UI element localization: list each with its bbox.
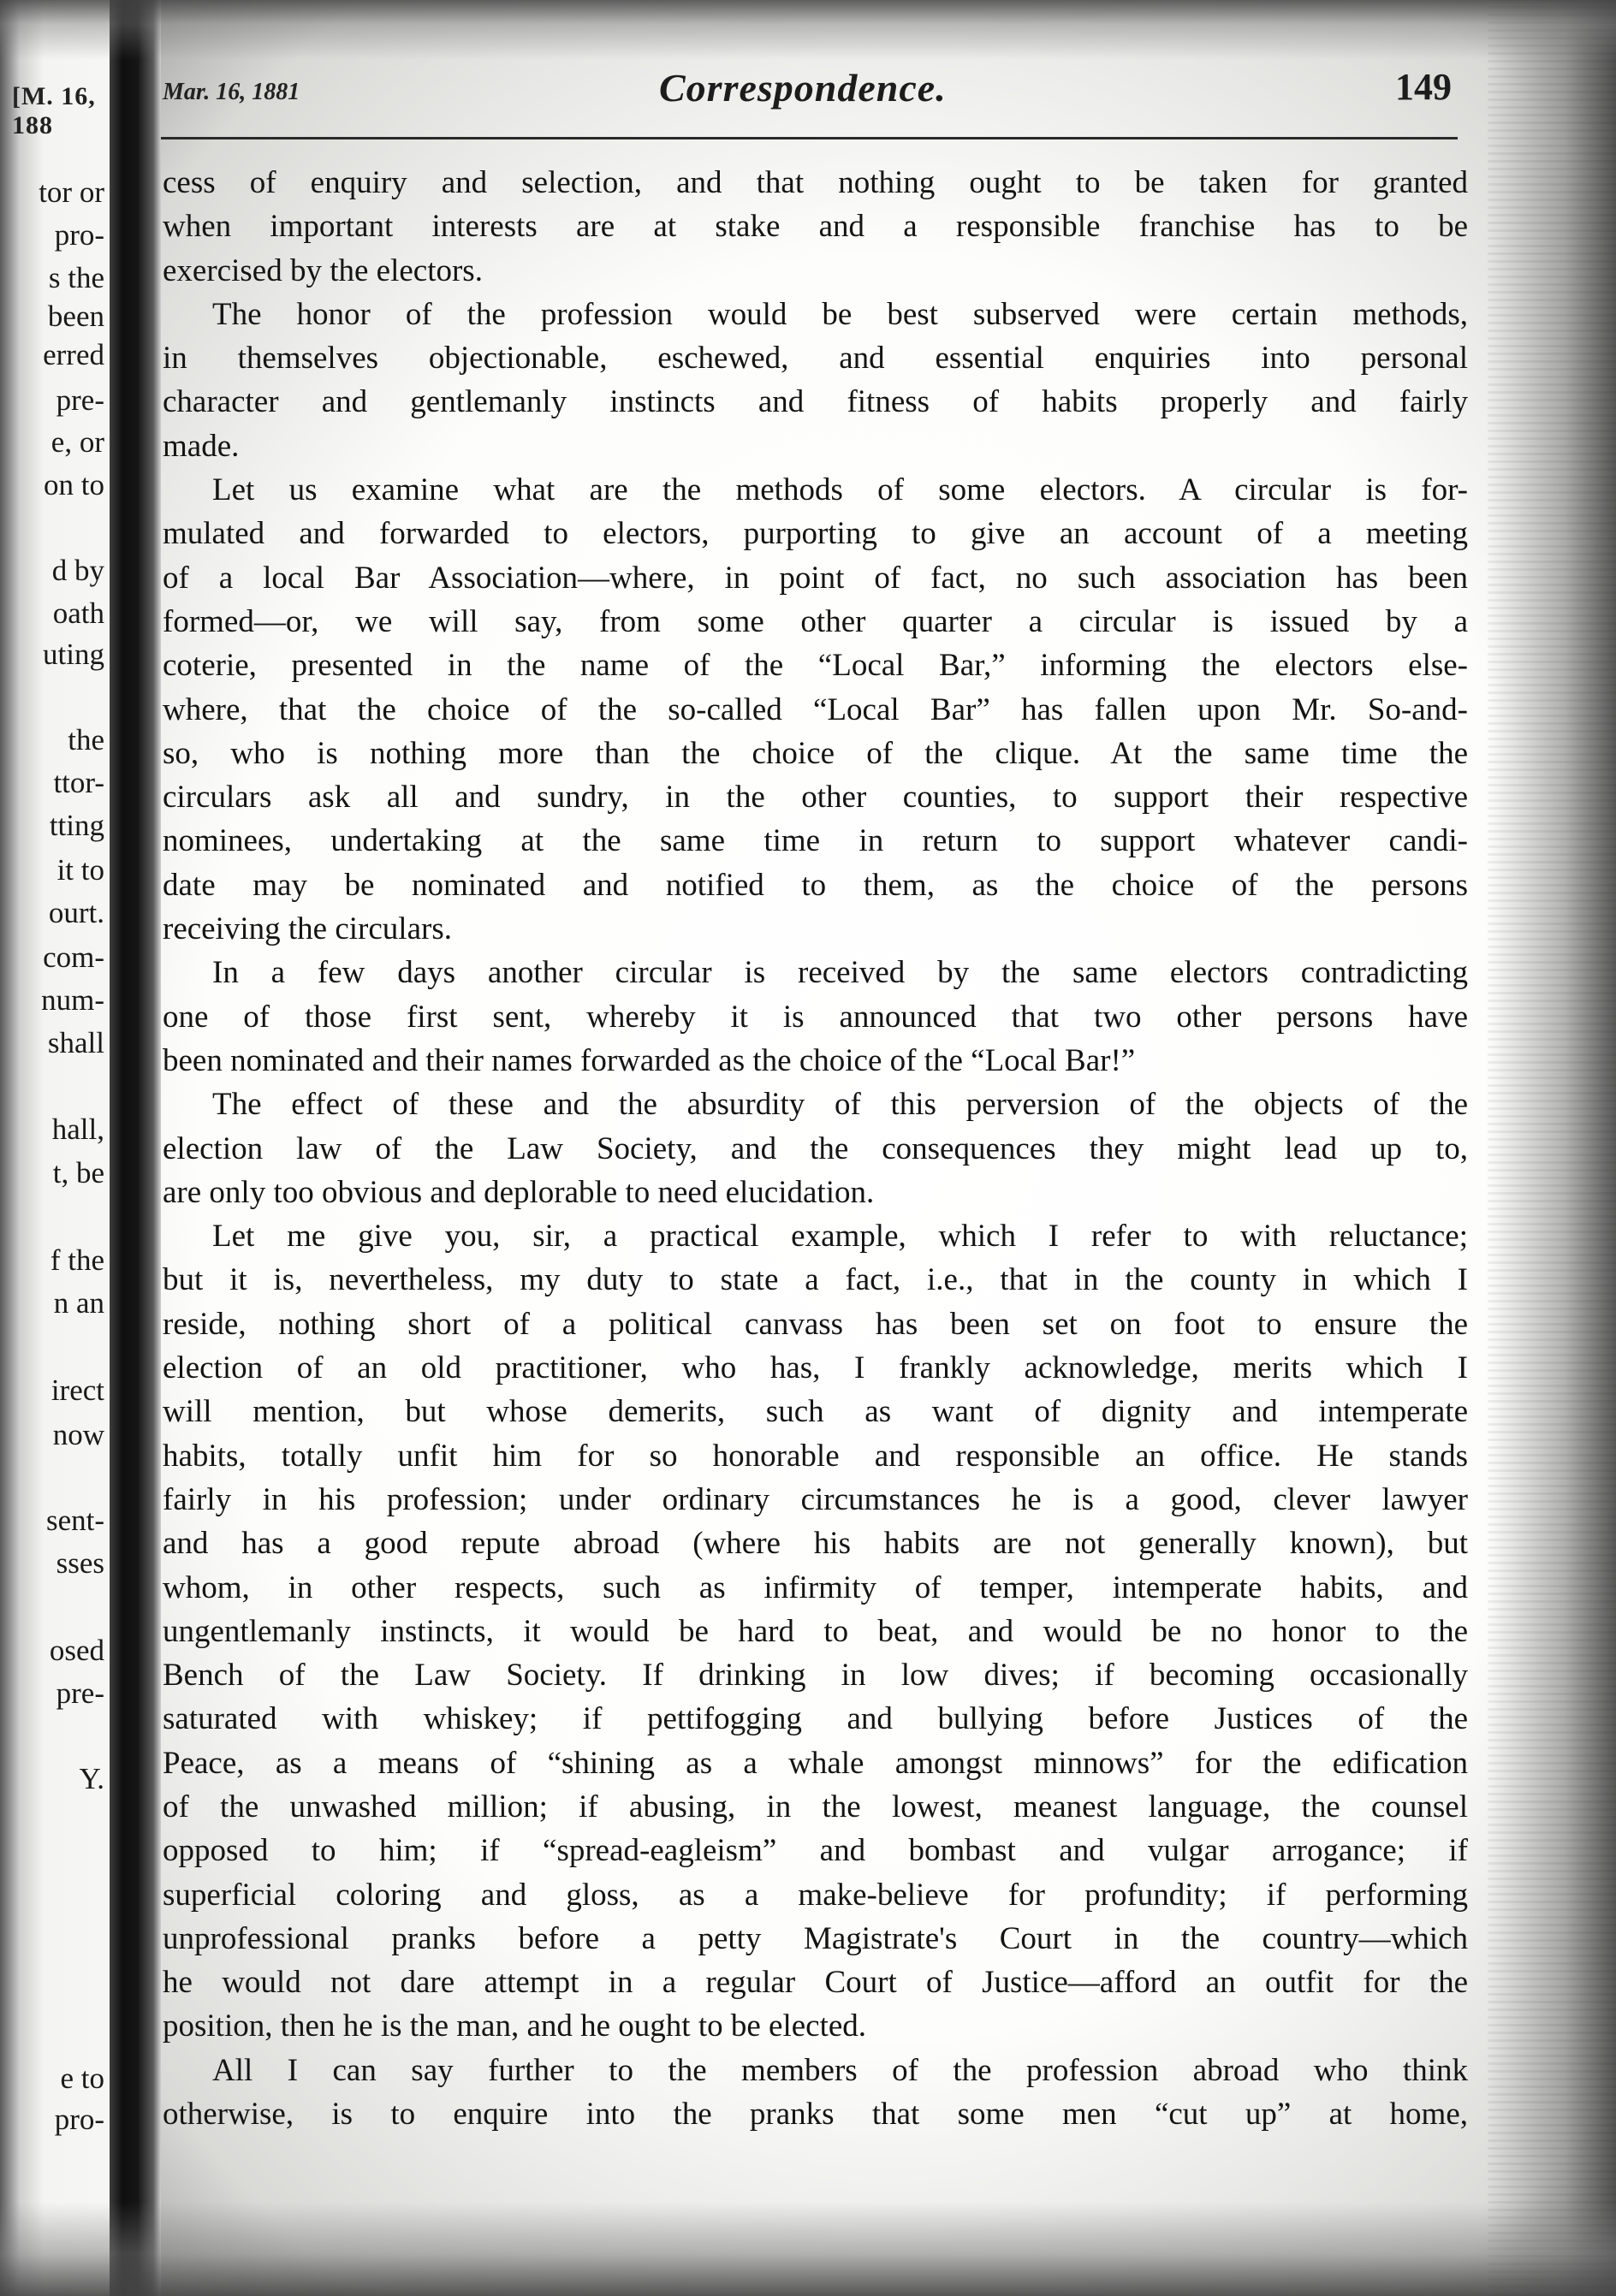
adjacent-page-fragment: t, be [52,1156,104,1190]
adjacent-page-fragment: tting [49,809,104,842]
adjacent-page-fragment: on to [44,468,104,501]
text-line: and has a good repute abroad (where his habits are not generally known), but [163,1526,1468,1562]
text-line: of a local Bar Association—where, in point of fact, no such association has been [163,560,1468,596]
adjacent-page-fragment: ttor- [53,766,104,799]
adjacent-page-strip [0,0,110,2296]
text-line: exercised by the electors. [163,252,483,288]
scan-edge-top [0,0,1616,60]
text-line: unprofessional pranks before a petty Magistrate's Court in the country—which [163,1920,1468,1956]
scan-edge-right [1488,0,1616,2296]
text-line: whom, in other respects, such as infirmity of temper, intemperate habits, and [163,1569,1468,1605]
text-line: made. [163,428,240,464]
text-line: reside, nothing short of a political canvass has been set on foot to ensure the [163,1306,1468,1342]
text-line: character and gentlemanly instincts and fitness of habits properly and fairly [163,384,1468,420]
adjacent-page-fragment: sses [56,1546,104,1580]
adjacent-page-fragment: pre- [56,383,104,417]
text-line: Let me give you, sir, a practical example, which I refer to with reluctance; [212,1219,1468,1255]
text-line: he would not dare attempt in a regular Court of Justice—afford an outfit for the [163,1965,1468,2001]
running-head-date: Mar. 16, 1881 [163,79,300,105]
text-line: circulars ask all and sundry, in the other counties, to support their respective [163,780,1468,816]
adjacent-page-fragment: pro- [54,218,104,252]
text-line: habits, totally unfit him for so honorable and responsible an office. He stands [163,1438,1468,1474]
text-line: saturated with whiskey; if pettifogging and bullying before Justices of the [163,1701,1468,1737]
text-line: been nominated and their names forwarded as the choice of the “Local Bar!” [163,1042,1136,1078]
adjacent-page-fragment: d by [51,554,104,587]
adjacent-page-fragment: ourt. [48,896,104,929]
text-line: nominees, undertaking at the same time in return to support whatever candi- [163,823,1468,859]
running-head-title: Correspondence. [659,66,947,110]
text-line: Peace, as a means of “shining as a whale amongst minnows” for the edification [163,1745,1468,1781]
adjacent-page-fragment: f the [50,1243,104,1277]
text-line: position, then he is the man, and he ought to be elected. [163,2008,867,2044]
text-line: when important interests are at stake and a responsible franchise has to be [163,209,1468,245]
text-line: Let us examine what are the methods of some electors. A circular is for- [212,472,1468,508]
adjacent-page-fragment: s the [48,261,104,294]
adjacent-page-fragment: it to [56,853,104,887]
adjacent-page-fragment: num- [41,983,104,1017]
text-line: where, that the choice of the so-called “Local Bar” has fallen upon Mr. So-and- [163,691,1468,727]
text-line: but it is, nevertheless, my duty to state a fact, i.e., that in the county in which I [163,1262,1468,1298]
text-line: election law of the Law Society, and the consequences they might lead up to, [163,1130,1468,1166]
text-line: of the unwashed million; if abusing, in the lowest, meanest language, the counsel [163,1789,1468,1824]
text-line: are only too obvious and deplorable to need elucidation. [163,1174,875,1210]
text-line: coterie, presented in the name of the “Local Bar,” informing the electors else- [163,648,1468,684]
adjacent-page-fragment: pro- [54,2103,104,2136]
scan-edge-bottom [0,2202,1616,2296]
adjacent-page-fragment: Y. [79,1762,104,1795]
text-line: fairly in his profession; under ordinary circumstances he is a good, clever lawyer [163,1481,1468,1517]
adjacent-page-fragment: shall [47,1026,104,1059]
page-number: 149 [1395,66,1452,108]
adjacent-page-fragment: osed [49,1634,104,1667]
text-line: The honor of the profession would be best subserved were certain methods, [212,296,1468,332]
text-line: election of an old practitioner, who has, I frankly acknowledge, merits which I [163,1350,1468,1386]
text-line: mulated and forwarded to electors, purporting to give an account of a meeting [163,516,1468,552]
text-line: Bench of the Law Society. If drinking in low dives; if becoming occasionally [163,1658,1468,1694]
header-rule [161,137,1458,139]
adjacent-page-fragment: n an [53,1286,104,1320]
adjacent-page-fragment: e, or [50,425,104,459]
adjacent-page-fragment: e to [60,2062,104,2095]
text-line: otherwise, is to enquire into the pranks that some men “cut up” at home, [163,2097,1468,2133]
text-line: In a few days another circular is received by the same electors contradicting [212,955,1468,991]
adjacent-page-fragment: irect [50,1373,104,1407]
text-line: receiving the circulars. [163,911,452,947]
text-line: superficial coloring and gloss, as a make-believe for profundity; if performing [163,1877,1468,1913]
text-line: one of those first sent, whereby it is announced that two other persons have [163,999,1468,1035]
adjacent-page-fragment: now [52,1418,104,1451]
adjacent-page-fragment: pre- [56,1676,104,1710]
text-line: will mention, but whose demerits, such as want of dignity and intemperate [163,1394,1468,1430]
adjacent-page-header: [M. 16, 188 [12,82,96,139]
adjacent-page-fragment: sent- [45,1504,104,1537]
text-line: ungentlemanly instincts, it would be hard to beat, and would be no honor to the [163,1613,1468,1649]
adjacent-page-fragment: uting [43,638,104,671]
body-text [163,161,1468,2136]
adjacent-page-fragment: erred [43,338,104,371]
text-line: formed—or, we will say, from some other quarter a circular is issued by a [163,603,1468,639]
adjacent-page-fragment: the [68,723,104,756]
text-line: opposed to him; if “spread-eagleism” and bombast and vulgar arrogance; if [163,1833,1468,1869]
adjacent-page-fragment: oath [52,596,104,630]
text-line: All I can say further to the members of the profession abroad who think [212,2052,1468,2088]
text-line: so, who is nothing more than the choice of the clique. At the same time the [163,735,1468,771]
adjacent-page-fragment: com- [43,940,104,974]
text-line: The effect of these and the absurdity of this perversion of the objects of the [212,1087,1468,1123]
text-line: in themselves objectionable, eschewed, and essential enquiries into personal [163,341,1468,377]
text-line: cess of enquiry and selection, and that nothing ought to be taken for granted [163,165,1468,200]
adjacent-page-fragment: tor or [39,175,104,209]
text-line: date may be nominated and notified to them, as the choice of the persons [163,867,1468,903]
book-gutter [110,0,161,2296]
adjacent-page-fragment: hall, [51,1112,104,1146]
adjacent-page-fragment: been [47,300,104,333]
